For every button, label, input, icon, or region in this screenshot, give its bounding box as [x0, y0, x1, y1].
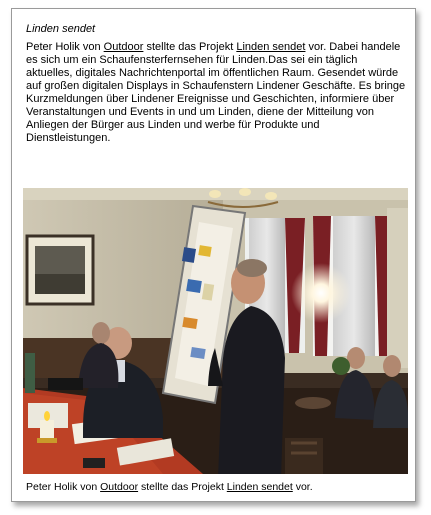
outdoor-link[interactable]: Outdoor: [103, 41, 144, 53]
photo-caption: [26, 481, 313, 493]
caption-text-mid: stellte das Projekt: [138, 481, 227, 493]
linden-sendet-link[interactable]: Linden sendet: [236, 41, 306, 53]
body-text-start: Peter Holik von: [26, 41, 104, 53]
caption-text-end: vor.: [292, 481, 313, 493]
caption-linden-sendet-link[interactable]: Linden sendet: [226, 481, 293, 493]
event-photo: [23, 188, 408, 474]
article-body: [26, 41, 406, 145]
body-text-mid: stellte das Projekt: [143, 41, 237, 53]
article-card: [11, 8, 416, 502]
caption-outdoor-link[interactable]: Outdoor: [100, 481, 139, 493]
caption-text-start: Peter Holik von: [26, 481, 101, 493]
event-photo-illustration: [23, 188, 408, 474]
article-title: Linden sendet: [26, 23, 96, 35]
body-text-rest: vor. Dabei handele es sich um ein Schaufensterfernsehen für Linden.Das sei ein täglich aktuelles, digitales Nachrichtenportal im öffentlichen Raum. Gesendet würde auf großen digitalen Displays in Schaufenstern Lindener Geschäfte. Es bringe Kurzmeldungen über Lindener Ereignisse und Geschichten, informiere über Veranstaltungen und Events in und um Linden, diene der Mitteilung von Anliegen der Bürger aus Linden und werbe für Produkte und Dienstleistungen.: [26, 41, 406, 144]
